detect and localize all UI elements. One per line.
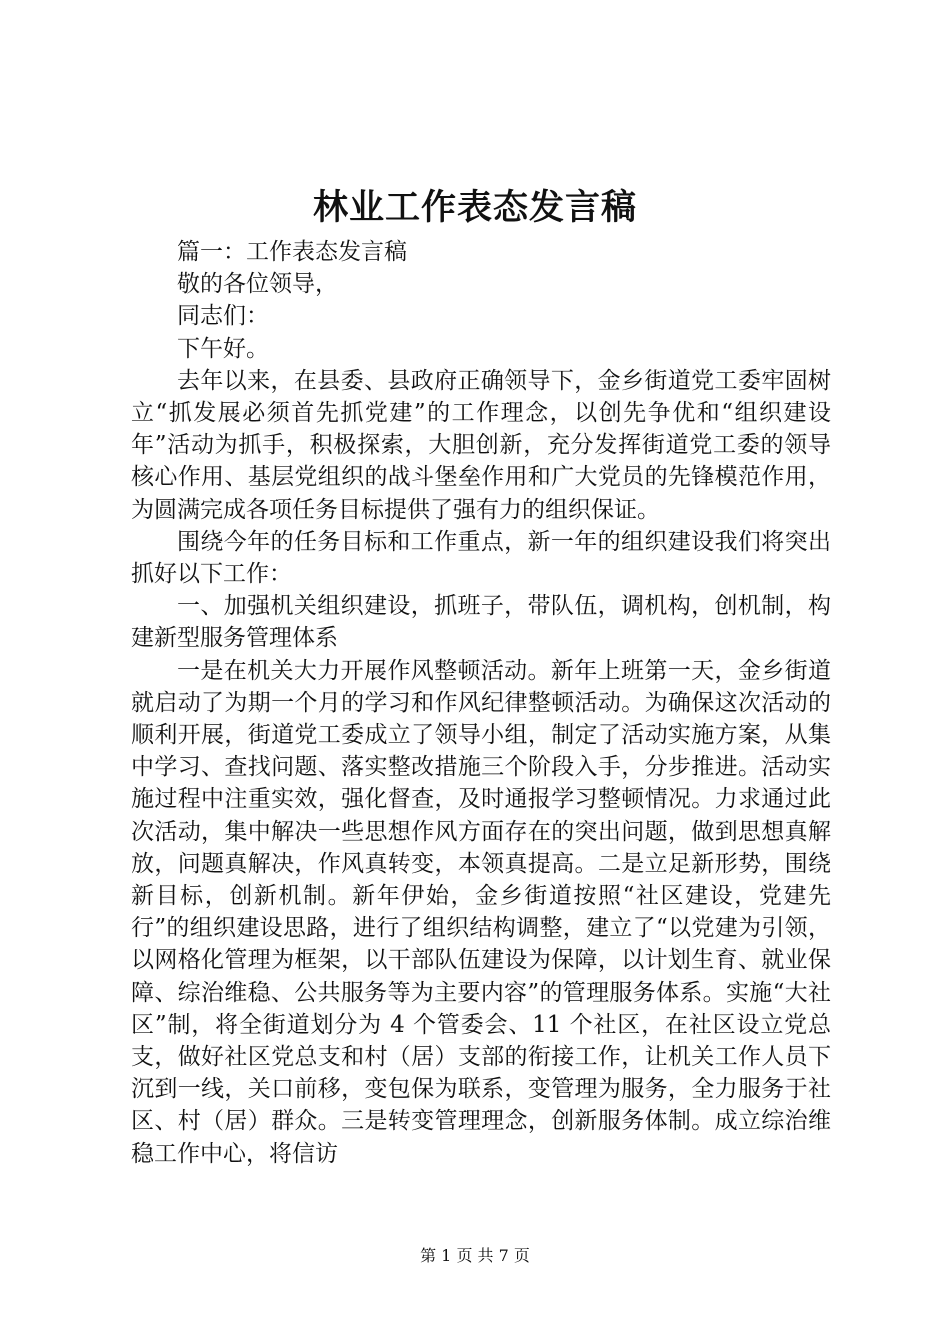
paragraph-section-heading: 一、加强机关组织建设，抓班子，带队伍，调机构，创机制，构建新型服务管理体系: [131, 593, 831, 652]
paragraph-greeting: 下午好。: [177, 335, 269, 362]
paragraph-body: 去年以来，在县委、县政府正确领导下，金乡街道党工委牢固树立“抓发展必须首先抓党建”的工作理念，以创先争优和“组织建设年”活动为抓手，积极探索，大胆创新，充分发挥街道党工委的领导核心作用、基层党组织的战斗堡垒作用和广大党员的先锋模范作用，为圆满完成各项任务目标提供了强有力的组织保证。: [131, 367, 831, 523]
paragraph-body: 一是在机关大力开展作风整顿活动。新年上班第一天，金乡街道就启动了为期一个月的学习和作风纪律整顿活动。为确保这次活动的顺利开展，街道党工委成立了领导小组，制定了活动实施方案，从集中学习、查找问题、落实整改措施三个阶段入手，分步推进。活动实施过程中注重实效，强化督查，及时通报学习整顿情况。力求通过此次活动，集中解决一些思想作风方面存在的突出问题，做到思想真解放，问题真解决，作风真转变，本领真提高。二是立足新形势，围绕新目标，创新机制。新年伊始，金乡街道按照“社区建设，党建先行”的组织建设思路，进行了组织结构调整，建立了“以党建为引领，以网格化管理为框架，以干部队伍建设为保障，以计划生育、就业保障、综治维稳、公共服务等为主要内容”的管理服务体系。实施“大社区”制，将全街道划分为 4 个管委会、11 个社区，在社区设立党总支，做好社区党总支和村（居）支部的衔接工作，让机关工作人员下沉到一线，关口前移，变包保为联系，变管理为服务，全力服务于社区、村（居）群众。三是转变管理理念，创新服务体制。成立综治维稳工作中心，将信访: [131, 657, 831, 1167]
paragraph-heading: 篇一：工作表态发言稿: [177, 239, 407, 265]
paragraph-salutation: 敬的各位领导，: [177, 271, 338, 298]
document-title: 林业工作表态发言稿: [312, 187, 637, 228]
page-footer: 第 1 页 共 7 页: [420, 1246, 530, 1265]
paragraph-comrades: 同志们：: [177, 303, 269, 330]
paragraph-body: 围绕今年的任务目标和工作重点，新一年的组织建设我们将突出抓好以下工作：: [131, 528, 831, 588]
document-body: [131, 236, 831, 1170]
